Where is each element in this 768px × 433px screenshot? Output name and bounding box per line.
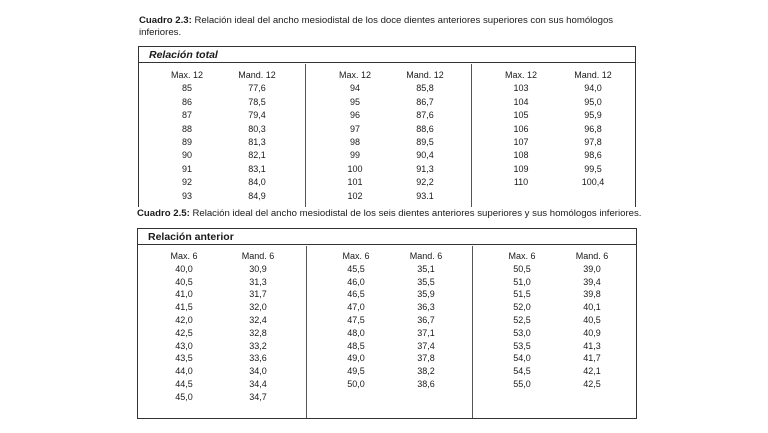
table2-caption-text: Relación ideal del ancho mesiodistal de los seis dientes anteriores superiores y sus homólogos inferiores. <box>189 208 642 219</box>
table2-header: Relación anterior <box>138 229 636 245</box>
table-cell: 42,1 <box>583 366 601 377</box>
table-cell: 95,0 <box>584 96 602 107</box>
table2-relacion-anterior <box>137 228 637 419</box>
table-cell: 100,4 <box>581 177 605 188</box>
table-cell: 44,5 <box>175 378 193 389</box>
table-cell: 40,9 <box>583 327 601 338</box>
table-cell: 34,7 <box>249 391 267 402</box>
table-cell: 34,0 <box>249 366 267 377</box>
table2-col-mand-2 <box>390 250 462 391</box>
table-cell: 45,0 <box>175 391 193 402</box>
table-cell: 46,5 <box>347 289 365 300</box>
table-cell: 35,5 <box>417 276 435 287</box>
table-cell: 51,5 <box>513 289 531 300</box>
table-cell: 98,6 <box>584 150 602 161</box>
table-cell: 47,5 <box>347 314 365 325</box>
table-cell: 32,0 <box>249 302 267 313</box>
table-cell: 88 <box>181 123 192 134</box>
table-cell: 91 <box>181 163 192 174</box>
table-cell: 99,5 <box>584 163 602 174</box>
table-cell: 93.1 <box>416 190 434 201</box>
table-cell: 48,0 <box>347 327 365 338</box>
table-cell: 95,9 <box>584 110 602 121</box>
table-cell: 39,4 <box>583 276 601 287</box>
table-cell: 96,8 <box>584 123 602 134</box>
table-cell: 80,3 <box>248 123 266 134</box>
table-cell: 83,1 <box>248 163 266 174</box>
table-cell: 32,8 <box>249 327 267 338</box>
table-cell: 42,5 <box>175 327 193 338</box>
table-cell: 41,0 <box>175 289 193 300</box>
table-cell: 45,5 <box>347 263 365 274</box>
table-cell: 102 <box>347 190 363 201</box>
table-cell: 86 <box>181 96 192 107</box>
table1-divider-2 <box>471 64 472 207</box>
table-cell: 108 <box>513 150 529 161</box>
table-cell: 95 <box>349 96 360 107</box>
column-header: Max. 12 <box>504 70 537 80</box>
table-cell: 90 <box>181 150 192 161</box>
table-cell: 55,0 <box>513 378 531 389</box>
table-cell: 49,5 <box>347 366 365 377</box>
column-header: Max. 12 <box>338 70 371 80</box>
table-cell: 54,5 <box>513 366 531 377</box>
table-cell: 31,3 <box>249 276 267 287</box>
table-cell: 104 <box>513 96 529 107</box>
column-header: Mand. 6 <box>575 251 609 261</box>
table-cell: 92 <box>181 177 192 188</box>
table-cell: 35,1 <box>417 263 435 274</box>
table-cell: 90,4 <box>416 150 434 161</box>
column-header: Mand. 12 <box>574 70 612 80</box>
table-cell: 33,2 <box>249 340 267 351</box>
table-cell: 41,5 <box>175 302 193 313</box>
table-cell: 39,8 <box>583 289 601 300</box>
table-cell: 43,5 <box>175 353 193 364</box>
table-cell: 42,5 <box>583 378 601 389</box>
table-cell: 106 <box>513 123 529 134</box>
column-header: Max. 12 <box>170 70 203 80</box>
table-cell: 107 <box>513 136 529 147</box>
table-cell: 36,7 <box>417 314 435 325</box>
table-cell: 40,5 <box>583 314 601 325</box>
table1-col-max-1 <box>155 69 219 203</box>
table-cell: 40,5 <box>175 276 193 287</box>
table1-col-mand-2 <box>389 69 461 203</box>
table-cell: 35,9 <box>417 289 435 300</box>
table-cell: 88,6 <box>416 123 434 134</box>
table-cell: 87,6 <box>416 110 434 121</box>
table-cell: 53,5 <box>513 340 531 351</box>
table-cell: 50,0 <box>347 378 365 389</box>
table-cell: 100 <box>347 163 363 174</box>
table-cell: 41,3 <box>583 340 601 351</box>
table-cell: 37,8 <box>417 353 435 364</box>
table1-col-max-2 <box>323 69 387 203</box>
table-cell: 94 <box>349 83 360 94</box>
table-cell: 81,3 <box>248 136 266 147</box>
table-cell: 97 <box>349 123 360 134</box>
table1-col-mand-1 <box>221 69 293 203</box>
table-cell: 37,4 <box>417 340 435 351</box>
table-cell: 52,0 <box>513 302 531 313</box>
table-cell: 98 <box>349 136 360 147</box>
table1-col-max-3 <box>489 69 553 190</box>
table-cell: 109 <box>513 163 529 174</box>
table-cell: 92,2 <box>416 177 434 188</box>
table-cell: 77,6 <box>248 83 266 94</box>
column-header: Max. 6 <box>342 251 370 261</box>
table1-col-mand-3 <box>557 69 629 190</box>
table-cell: 86,7 <box>416 96 434 107</box>
table-cell: 52,5 <box>513 314 531 325</box>
table1-caption-label: Cuadro 2.3: <box>139 15 192 26</box>
table2-col-max-3 <box>490 250 554 391</box>
table-cell: 38,2 <box>417 366 435 377</box>
table-cell: 46,0 <box>347 276 365 287</box>
table-cell: 99 <box>349 150 360 161</box>
table-cell: 93 <box>181 190 192 201</box>
table-cell: 87 <box>181 110 192 121</box>
table2-col-mand-3 <box>556 250 628 391</box>
table-cell: 41,7 <box>583 353 601 364</box>
table-cell: 54,0 <box>513 353 531 364</box>
table-cell: 49,0 <box>347 353 365 364</box>
column-header: Mand. 6 <box>241 251 275 261</box>
table-cell: 96 <box>349 110 360 121</box>
table-cell: 48,5 <box>347 340 365 351</box>
table-cell: 85 <box>181 83 192 94</box>
table-cell: 38,6 <box>417 378 435 389</box>
table2-col-max-1 <box>152 250 216 404</box>
table-cell: 105 <box>513 110 529 121</box>
table-cell: 33,6 <box>249 353 267 364</box>
table-cell: 31,7 <box>249 289 267 300</box>
table1-header: Relación total <box>139 47 635 63</box>
table-cell: 84,9 <box>248 190 266 201</box>
table2-col-max-2 <box>324 250 388 391</box>
column-header: Max. 6 <box>508 251 536 261</box>
table-cell: 44,0 <box>175 366 193 377</box>
table-cell: 43,0 <box>175 340 193 351</box>
table1-caption-text: Relación ideal del ancho mesiodistal de los doce dientes anteriores superiores con sus homólogos inferiores. <box>139 15 614 38</box>
table-cell: 51,0 <box>513 276 531 287</box>
table2-divider-1 <box>306 246 307 418</box>
table-cell: 40,1 <box>583 302 601 313</box>
table-cell: 40,0 <box>175 263 193 274</box>
table-cell: 91,3 <box>416 163 434 174</box>
table1-caption <box>139 15 639 39</box>
table-cell: 37,1 <box>417 327 435 338</box>
table-cell: 34,4 <box>249 378 267 389</box>
table-cell: 79,4 <box>248 110 266 121</box>
table-cell: 47,0 <box>347 302 365 313</box>
table-cell: 82,1 <box>248 150 266 161</box>
table-cell: 53,0 <box>513 327 531 338</box>
table-cell: 32,4 <box>249 314 267 325</box>
table-cell: 89,5 <box>416 136 434 147</box>
table-cell: 84,0 <box>248 177 266 188</box>
table2-col-mand-1 <box>222 250 294 404</box>
table2-caption <box>137 208 657 220</box>
table-cell: 39,0 <box>583 263 601 274</box>
column-header: Mand. 6 <box>409 251 443 261</box>
table-cell: 36,3 <box>417 302 435 313</box>
table-cell: 85,8 <box>416 83 434 94</box>
column-header: Mand. 12 <box>238 70 276 80</box>
table-cell: 101 <box>347 177 363 188</box>
table-cell: 42,0 <box>175 314 193 325</box>
column-header: Max. 6 <box>170 251 198 261</box>
table-cell: 94,0 <box>584 83 602 94</box>
table-cell: 78,5 <box>248 96 266 107</box>
table2-divider-2 <box>472 246 473 418</box>
table-cell: 103 <box>513 83 529 94</box>
table-cell: 50,5 <box>513 263 531 274</box>
table-cell: 89 <box>181 136 192 147</box>
table-cell: 30,9 <box>249 263 267 274</box>
column-header: Mand. 12 <box>406 70 444 80</box>
table1-divider-1 <box>305 64 306 207</box>
table1-relacion-total <box>138 46 636 207</box>
table2-caption-label: Cuadro 2.5: <box>137 208 190 219</box>
table-cell: 110 <box>513 177 529 188</box>
table-cell: 97,8 <box>584 136 602 147</box>
